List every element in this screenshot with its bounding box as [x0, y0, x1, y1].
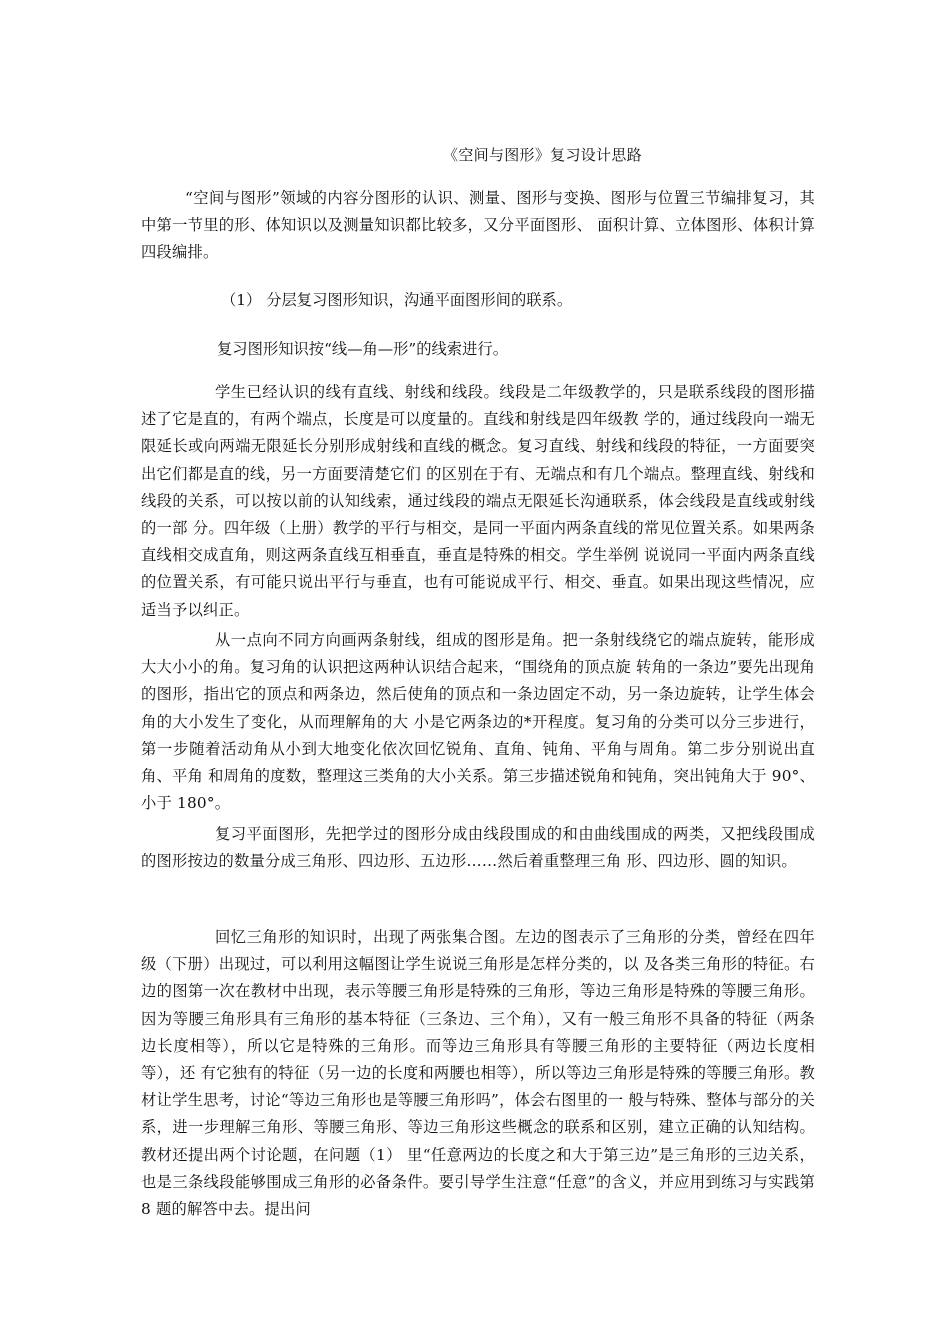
paragraph-intro: “空间与图形”领域的内容分图形的认识、测量、图形与变换、图形与位置三节编排复习，其中第一节里的形、体知识以及测量知识都比较多，又分平面图形、 面积计算、立体图形、体积计算四段编排。 — [141, 189, 815, 262]
section-heading-1: （1） 分层复习图形知识，沟通平面图形间的联系。 — [221, 291, 573, 309]
paragraph-plane-figures: 复习平面图形，先把学过的图形分成由线段围成的和由曲线围成的两类，又把线段围成的图形按边的数量分成三角形、四边形、五边形……然后着重整理三角 形、四边形、圆的知识。 — [141, 825, 815, 871]
paragraph-review-clue: 复习图形知识按“线—角—形”的线索进行。 — [217, 340, 508, 358]
document-title: 《空间与图形》复习设计思路 — [443, 146, 642, 164]
paragraph-triangles: 回忆三角形的知识时，出现了两张集合图。左边的图表示了三角形的分类，曾经在四年级（下册）出现过，可以利用这幅图让学生说说三角形是怎样分类的，以 及各类三角形的特征。右边的图第一次在教材中出现，表示等腰三角形是特殊的三角形，等边三角形是特殊的等腰三角形。因为等腰三角形具有三角形的基本特征（三条边、三个角），又有一般三角形不具备的特征（两条边长度相等），所以它是特殊的三角形。而等边三角形具有等腰三角形的主要特征（两边长度相等），还 有它独有的特征（另一边的长度和两腰也相等），所以等边三角形是特殊的等腰三角形。教材让学生思考，讨论“等边三角形也是等腰三角形吗”，体会右图里的一 般与特殊、整体与部分的关系，进一步理解三角形、等腰三角形、等边三角形这些概念的联系和区别，建立正确的认知结构。教材还提出两个讨论题，在问题（1） 里“任意两边的长度之和大于第三边”是三角形的三边关系， 也是三条线段能够围成三角形的必备条件。要引导学生注意“任意”的含义，并应用到练习与实践第 8 题的解答中去。提出问 — [141, 928, 815, 1219]
paragraph-lines: 学生已经认识的线有直线、射线和线段。线段是二年级教学的，只是联系线段的图形描述了它是直的，有两个端点，长度是可以度量的。直线和射线是四年级教 学的，通过线段向一端无限延长或向两端无限延长分别形成射线和直线的概念。复习直线、射线和线段的特征，一方面要突出它们都是直的线，另一方面要清楚它们 的区别在于有、无端点和有几个端点。整理直线、射线和线段的关系，可以按以前的认知线索，通过线段的端点无限延长沟通联系，体会线段是直线或射线的一部 分。四年级（上册）教学的平行与相交，是同一平面内两条直线的常见位置关系。如果两条直线相交成直角，则这两条直线互相垂直，垂直是特殊的相交。学生举例 说说同一平面内两条直线的位置关系，有可能只说出平行与垂直，也有可能说成平行、相交、垂直。如果出现这些情况，应适当予以纠正。 — [141, 383, 815, 619]
paragraph-angles: 从一点向不同方向画两条射线，组成的图形是角。把一条射线绕它的端点旋转，能形成大大小小的角。复习角的认识把这两种认识结合起来，“围绕角的顶点旋 转角的一条边”要先出现角的图形，指出它的顶点和两条边，然后使角的顶点和一条边固定不动，另一条边旋转，让学生体会角的大小发生了变化，从而理解角的大 小是它两条边的*开程度。复习角的分类可以分三步进行，第一步随着活动角从小到大地变化依次回忆锐角、直角、钝角、平角与周角。第二步分别说出直角、平角 和周角的度数，整理这三类角的大小关系。第三步描述锐角和钝角，突出钝角大于 90°、小于 180°。 — [141, 631, 815, 813]
